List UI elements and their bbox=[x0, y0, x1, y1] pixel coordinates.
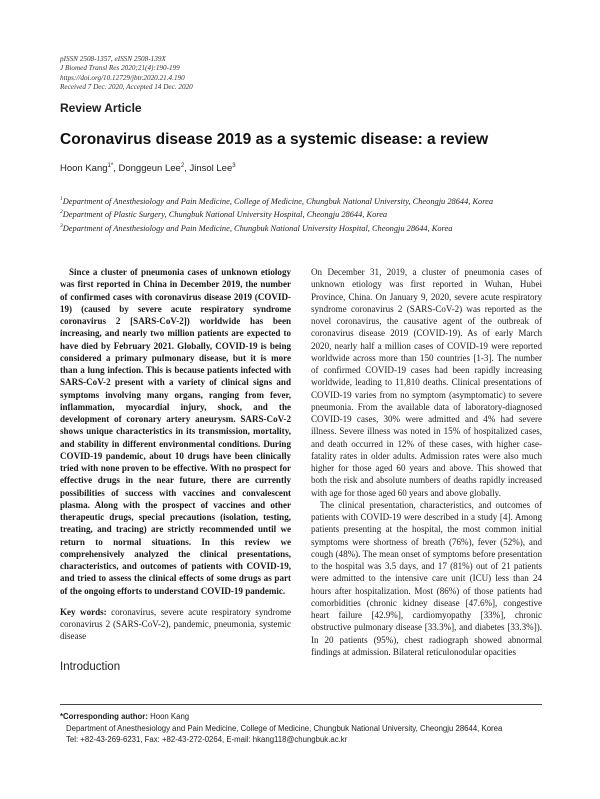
issn-line: pISSN 2508-1357, eISSN 2508-139X bbox=[60, 55, 166, 63]
right-column bbox=[311, 266, 542, 658]
affiliation bbox=[60, 194, 545, 207]
intro-paragraph-overflow: On December 31, 2019, a cluster of pneumonia cases of unknown etiology was first reported in Wuhan, Hubei Province, China. On January 9, 2020, severe acute respiratory syndrome coronavirus 2 (SARS-CoV-2) was reported as the novel coronavirus, the causative agent of the outbreak of coronavirus disease 2019 (COVID-19). As of early March 2020, nearly half a million cases of COVID-19 were reported worldwide across more than 150 countries [1-3]. The number of confirmed COVID-19 cases had been rapidly increasing worldwide, leading to 11,810 deaths. Clinical presentations of COVID-19 varies from no symptom (asymptomatic) to severe pneumonia. From the available data of laboratory-diagnosed COVID-19 cases, 30% were admitted and 4% had severe illness. Severe illness was noted in 15% of hospitalized cases, and death occurred in 12% of these cases, with higher case-fatality rates in older adults. Admission rates were also much higher for those aged 60 years and above. This showed that both the risk and absolute numbers of deaths rapidly increased with age for those aged 60 years and above globally. bbox=[311, 267, 542, 498]
author-separator: , bbox=[184, 163, 187, 175]
footnote-divider bbox=[60, 704, 542, 705]
affiliation-marker: 2 bbox=[60, 209, 63, 216]
corresponding-author-footnote bbox=[60, 711, 542, 746]
journal-citation: J Biomed Transl Res 2020;21(4):190-199 bbox=[60, 64, 180, 73]
affiliation bbox=[60, 207, 545, 220]
corresponding-author-contact: Tel: +82-43-269-6231, Fax: +82-43-272-0264, E-mail: hkang118@chungbuk.ac.kr bbox=[66, 735, 348, 745]
corresponding-author-label: *Corresponding author: bbox=[60, 712, 148, 721]
author-name: Jinsol Lee bbox=[189, 163, 233, 175]
author-separator: , bbox=[113, 163, 116, 175]
article-type: Review Article bbox=[60, 101, 142, 115]
affiliation-list bbox=[60, 194, 545, 234]
corresponding-author-address: Department of Anesthesiology and Pain Medicine, College of Medicine, Chungbuk National University, Cheongju 28644, Korea bbox=[66, 723, 503, 733]
affiliation-marker: 1 bbox=[60, 196, 63, 202]
corresponding-author-name: Hoon Kang bbox=[150, 712, 190, 721]
article-title: Coronavirus disease 2019 as a systemic disease: a review bbox=[60, 131, 489, 148]
affiliation-text: Department of Plastic Surgery, Chungbuk National University Hospital, Cheongju 28644, Korea bbox=[62, 210, 388, 220]
intro-paragraph-continued: The clinical presentation, characteristics, and outcomes of patients with COVID-19 were described in a study [4]. Among patients presenting at the hospital, the most common initial symptoms were shortness of breath (76%), fever (52%), and cough (48%). The mean onset of symptoms before presentation to the hospital was 3.5 days, and 17 (81%) out of 21 patients were admitted to the intensive care unit (ICU) less than 24 hours after hospitalization. Most (86%) of those patients had comorbidities (chronic kidney disease [47.6%], congestive heart failure [42.9%], cardiomyopathy [33%], chronic obstructive pulmonary disease [33.3%], and diabetes [33.3%]). In 20 patients (95%), chest radiograph showed abnormal findings at admission. Bilateral reticulonodular opacities bbox=[311, 499, 542, 657]
author-superscript: 3 bbox=[232, 163, 236, 169]
author-name: Donggeun Lee bbox=[118, 163, 181, 175]
author-superscript: 2 bbox=[180, 163, 185, 169]
section-heading-introduction: Introduction bbox=[60, 660, 121, 673]
keywords-label: Key words: bbox=[60, 606, 107, 617]
author-superscript: 1* bbox=[107, 163, 114, 169]
affiliation-marker: 3 bbox=[60, 222, 63, 229]
affiliation bbox=[60, 221, 545, 234]
keywords-text: coronavirus, severe acute respiratory syndrome coronavirus 2 (SARS-CoV-2), pandemic, pneumonia, systemic disease bbox=[60, 606, 291, 642]
keywords bbox=[60, 606, 291, 643]
received-date: Received 7 Dec. 2020, Accepted 14 Dec. 2020 bbox=[60, 82, 193, 91]
affiliation-text: Department of Anesthesiology and Pain Medicine, Chungbuk National University Hospital, Cheongju 28644, Korea bbox=[62, 223, 453, 233]
author-name: Hoon Kang bbox=[60, 163, 108, 175]
left-column bbox=[60, 266, 291, 679]
abstract: Since a cluster of pneumonia cases of unknown etiology was first reported in China in December 2019, the number of confirmed cases with coronavirus disease 2019 (COVID-19) (caused by severe acute respiratory syndrome coronavirus 2 [SARS-CoV-2]) worldwide has been increasing, and nearly two million patients are expected to have died by February 2021. Globally, COVID-19 is being considered a primary pulmonary disease, but it is more than a lung infection. This is because patients infected with SARS-CoV-2 present with a variety of clinical signs and symptoms involving many organs, ranging from fever, inflammation, myocardial injury, shock, and the development of coronary artery aneurysm. SARS-CoV-2 shows unique characteristics in its transmission, mortality, and stability in different environmental conditions. During COVID-19 pandemic, about 10 drugs have been clinically tried with none proven to be effective. With no prospect for effective drugs in the near future, there are currently possibilities of success with vaccines and convalescent plasma. Along with the prospect of vaccines and other therapeutic drugs, special precautions (isolation, testing, treating, and tracing) are strictly recommended until we return to normal situations. In this review we comprehensively analyzed the clinical presentations, characteristics, and outcomes of patients with COVID-19, and tried to assess the clinical effects of some drugs as part of the ongoing efforts to understand COVID-19 pandemic. bbox=[60, 267, 291, 596]
author-list bbox=[60, 163, 236, 174]
doi-link[interactable]: https://doi.org/10.12729/jbtr.2020.21.4.190 bbox=[60, 73, 185, 82]
journal-header bbox=[60, 55, 380, 92]
affiliation-text: Department of Anesthesiology and Pain Medicine, College of Medicine, Chungbuk National University, Cheongju 28644, Korea bbox=[62, 196, 494, 206]
